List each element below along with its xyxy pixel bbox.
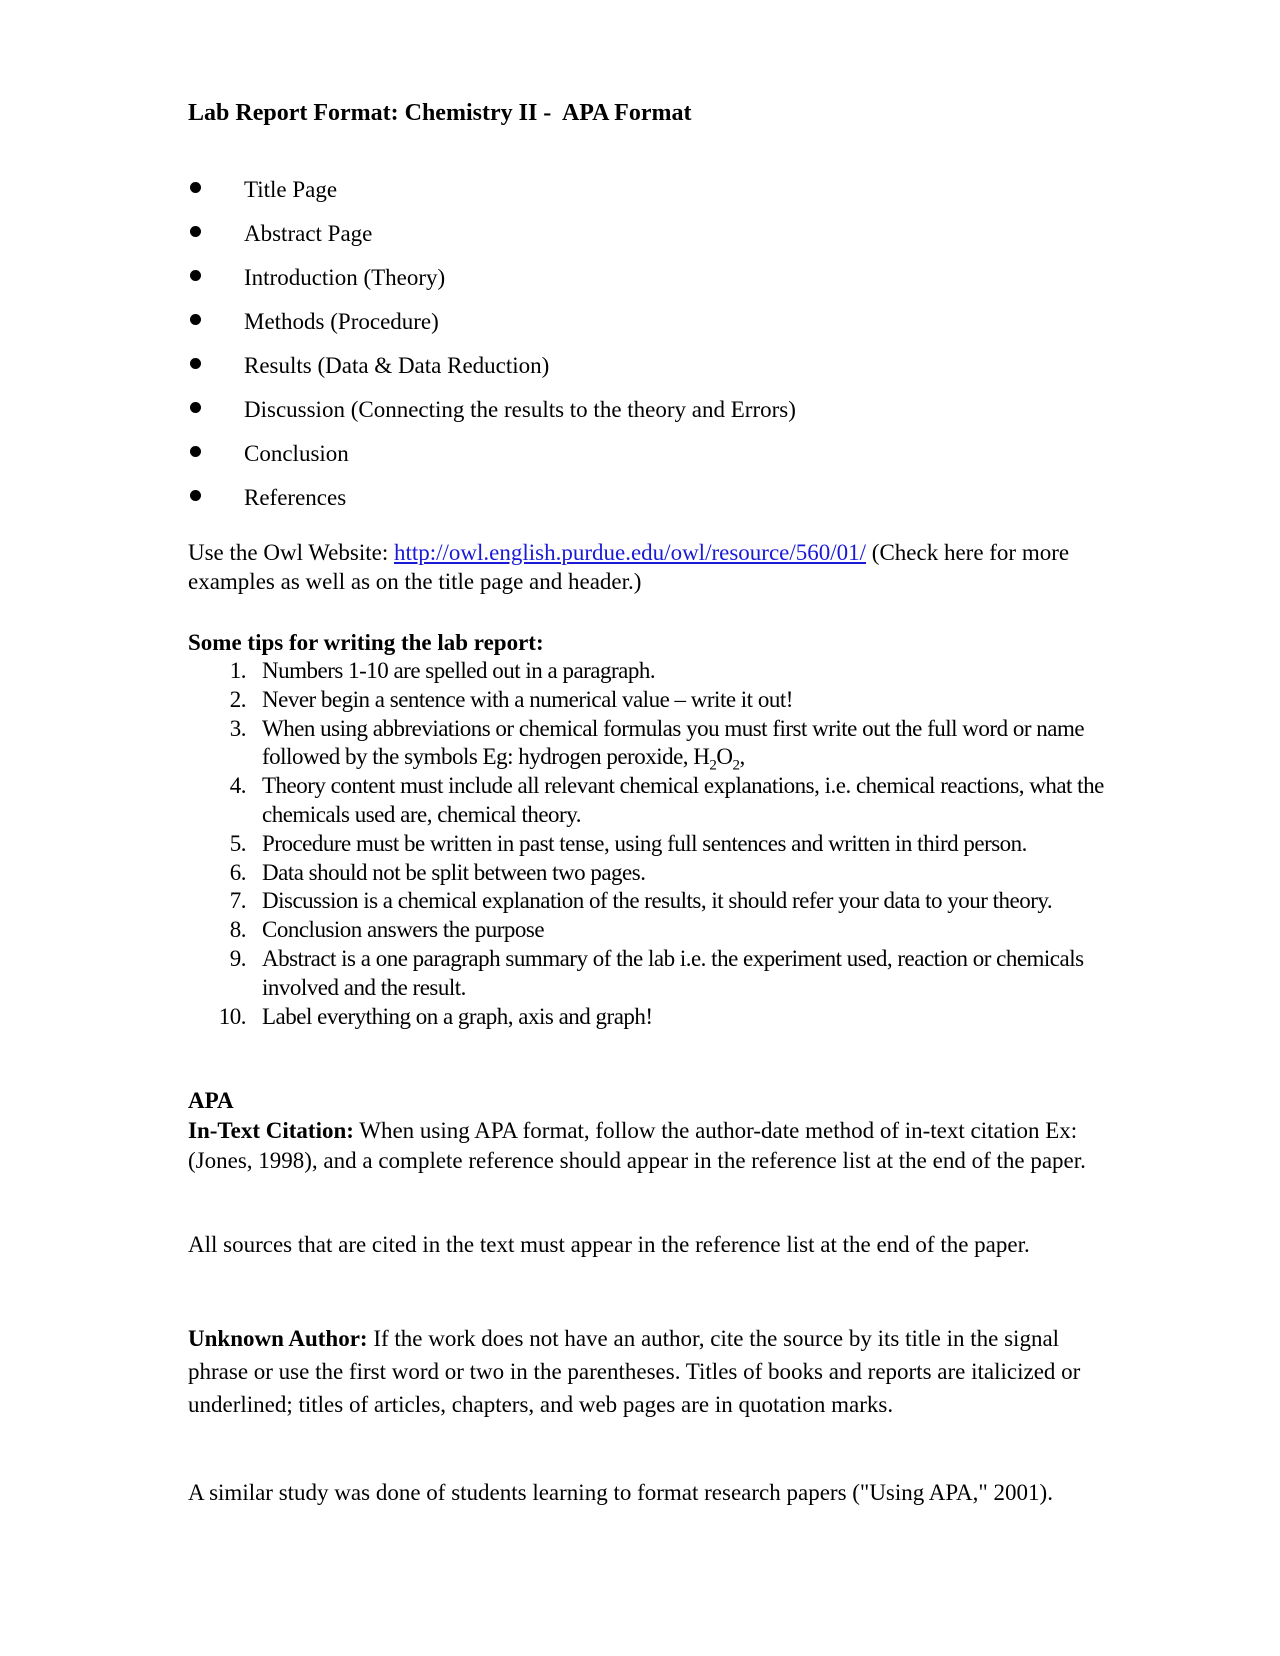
bullet-icon xyxy=(190,314,201,325)
formula-element: O xyxy=(716,744,733,770)
list-item xyxy=(188,916,1148,945)
list-item-text: Title Page xyxy=(244,177,338,202)
list-item xyxy=(188,772,1148,830)
list-item xyxy=(188,300,796,344)
list-item xyxy=(188,686,1148,715)
formula-subscript: 2 xyxy=(709,757,717,774)
list-item xyxy=(188,830,1148,859)
list-item-text: Theory content must include all relevant chemical explanations, i.e. chemical reactions, what the chemicals used are, chemical theory. xyxy=(262,773,1104,827)
intext-citation-label: In-Text Citation: xyxy=(188,1118,354,1143)
bullet-icon xyxy=(190,490,201,501)
list-item xyxy=(188,212,796,256)
tips-list xyxy=(188,657,1148,1031)
apa-heading: APA xyxy=(188,1088,234,1113)
list-item-text: Numbers 1-10 are spelled out in a paragraph. xyxy=(262,658,656,683)
unknown-author-label: Unknown Author: xyxy=(188,1326,368,1351)
list-item-number: 1. xyxy=(229,658,246,683)
list-item-text: Methods (Procedure) xyxy=(244,309,439,334)
list-item-text: Conclusion xyxy=(244,441,349,466)
list-item xyxy=(188,432,796,476)
list-item-text: Conclusion answers the purpose xyxy=(262,917,545,943)
owl-link[interactable]: http://owl.english.purdue.edu/owl/resource/560/01/ xyxy=(393,540,867,565)
list-item-text: Introduction (Theory) xyxy=(244,265,446,290)
list-item-text: Abstract Page xyxy=(244,221,373,246)
report-sections-list xyxy=(188,168,796,520)
list-item-text: Discussion (Connecting the results to the theory and Errors) xyxy=(244,397,796,422)
intext-citation-text: When using APA format, follow the author-date method of in-text citation Ex: (Jones, 1998), and a complete reference should appear in the reference list at the end of the paper. xyxy=(188,1118,1086,1173)
list-item-number: 7. xyxy=(229,888,246,914)
list-item-text: When using abbreviations or chemical formulas you must first write out the full word or name followed by the symbols Eg: hydrogen peroxide, H xyxy=(262,715,1085,770)
list-item-text: Label everything on a graph, axis and graph! xyxy=(262,1003,653,1029)
list-item-text: Abstract is a one paragraph summary of the lab i.e. the experiment used, reaction or chemicals involved and the result. xyxy=(262,945,1084,1000)
list-item xyxy=(188,256,796,300)
similar-study-paragraph: A similar study was done of students learning to format research papers ("Using APA," 2001). xyxy=(188,1480,1053,1505)
list-item xyxy=(188,945,1148,1003)
apa-section xyxy=(188,1086,1088,1176)
list-item-number: 4. xyxy=(229,773,246,799)
formula-subscript: 2 xyxy=(732,757,740,774)
list-item xyxy=(188,859,1148,888)
list-item xyxy=(188,168,796,212)
bullet-icon xyxy=(190,402,201,413)
list-item-text: Procedure must be written in past tense, using full sentences and written in third person. xyxy=(262,830,1027,856)
bullet-icon xyxy=(190,270,201,281)
list-item xyxy=(188,715,1148,773)
bullet-icon xyxy=(190,358,201,369)
list-item-number: 6. xyxy=(229,859,246,885)
list-item xyxy=(188,1003,1148,1032)
list-item-text: Never begin a sentence with a numerical value – write it out! xyxy=(262,686,793,712)
list-item-number: 8. xyxy=(229,917,246,943)
list-item-number: 3. xyxy=(229,715,246,741)
bullet-icon xyxy=(190,446,201,457)
all-sources-paragraph: All sources that are cited in the text must appear in the reference list at the end of the paper. xyxy=(188,1232,1030,1257)
list-item-text: Discussion is a chemical explanation of the results, it should refer your data to your theory. xyxy=(262,888,1053,914)
list-item-text: Results (Data & Data Reduction) xyxy=(244,353,550,378)
bullet-icon xyxy=(190,182,201,193)
intext-citation-paragraph xyxy=(188,1116,1088,1176)
document-title: Lab Report Format: Chemistry II - APA Format xyxy=(188,100,692,126)
list-item xyxy=(188,388,796,432)
list-item-number: 2. xyxy=(229,686,246,712)
formula-tail: , xyxy=(739,744,745,770)
list-item-number: 9. xyxy=(229,945,246,971)
list-item xyxy=(188,657,1148,686)
bullet-icon xyxy=(190,226,201,237)
list-item xyxy=(188,887,1148,916)
unknown-author-text: If the work does not have an author, cite the source by its title in the signal phrase or use the first word or two in the parentheses. Titles of books and reports are italicized or underlined; titles of articles, chapters, and web pages are in quotation marks. xyxy=(188,1326,1081,1417)
list-item-text: References xyxy=(244,485,347,510)
owl-suffix: (Check here for more examples as well as on the title page and header.) xyxy=(188,540,1070,594)
list-item xyxy=(188,344,796,388)
list-item-number: 10. xyxy=(218,1003,246,1029)
owl-website-paragraph xyxy=(188,538,1088,596)
unknown-author-paragraph xyxy=(188,1322,1088,1421)
list-item-number: 5. xyxy=(229,830,246,856)
list-item-text: Data should not be split between two pages. xyxy=(262,859,646,885)
owl-prefix: Use the Owl Website: xyxy=(188,540,394,565)
tips-heading: Some tips for writing the lab report: xyxy=(188,630,544,655)
list-item xyxy=(188,476,796,520)
